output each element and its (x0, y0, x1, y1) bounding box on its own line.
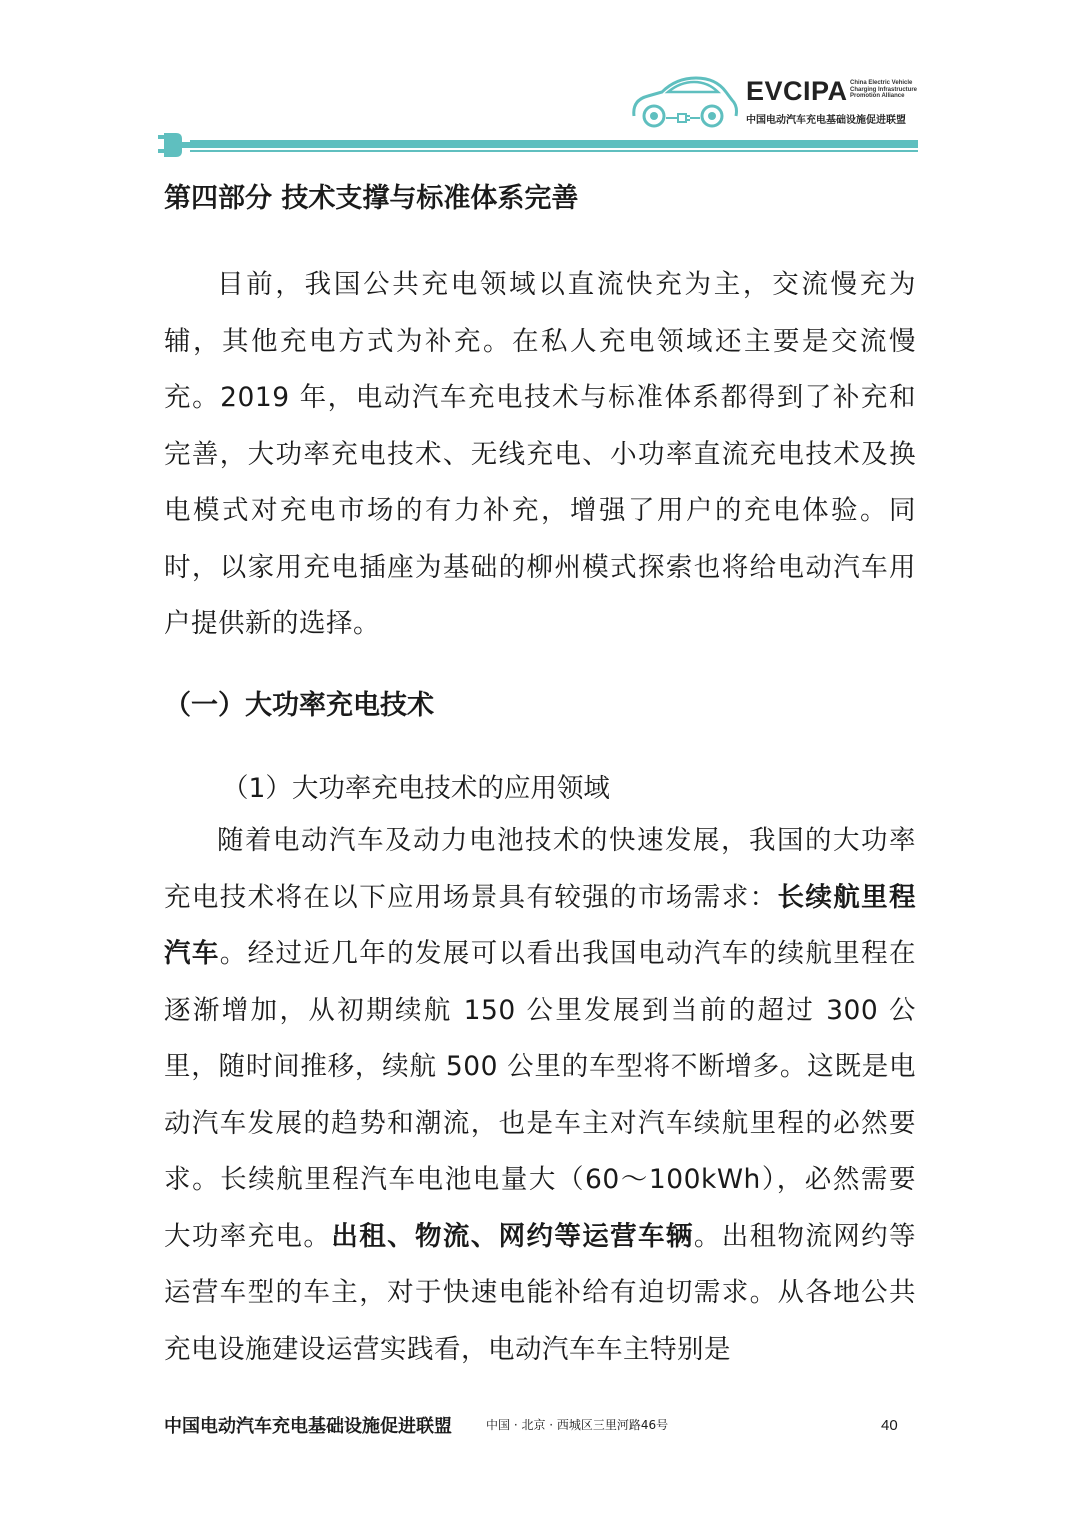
ev-car-logo-icon (628, 70, 740, 132)
logo-wordmark: EVCIPA (746, 76, 848, 106)
logo-chinese-name: 中国电动汽车充电基础设施促进联盟 (746, 115, 906, 126)
paragraph-text: 。出租物流网约等运营车型的车主，对于快速电能补给有迫切需求。从各地公共充电设施建设运营实践看，电动汽车车主特别是 (164, 1220, 917, 1365)
section-title: 第四部分 技术支撑与标准体系完善 (164, 183, 579, 214)
footer-organization: 中国电动汽车充电基础设施促进联盟 (164, 1416, 452, 1437)
paragraph-intro: 目前，我国公共充电领域以直流快充为主，交流慢充为辅，其他充电方式为补充。在私人充电领域还主要是交流慢充。2019 年，电动汽车充电技术与标准体系都得到了补充和完善，大功率充电技术、无线充电、小功率直流充电技术及换电模式对充电市场的有力补充，增强了用户的充电体验。同时，以家用充电插座为基础的柳州模式探索也将给电动汽车用户提供新的选择。 (164, 269, 916, 639)
subheading-high-power-charging: （一）大功率充电技术 (164, 690, 434, 721)
header-logo (628, 70, 928, 132)
paragraph-text: 。经过近几年的发展可以看出我国电动汽车的续航里程在逐渐增加，从初期续航 150 公里发展到当前的超过 300 公里，随时间推移，续航 500 公里的车型将不断增多。这既是电动汽车发展的趋势和潮流，也是车主对汽车续航里程的必然要求。长续航里程汽车电池电量大（60～100kWh），必然需要大功率充电。 (164, 938, 917, 1252)
footer-address: 中国 · 北京 · 西城区三里河路46号 (486, 1418, 669, 1432)
paragraph-application (164, 813, 916, 1378)
subheading-application-fields: （1）大功率充电技术的应用领域 (222, 773, 610, 804)
page-number: 40 (881, 1417, 898, 1434)
logo-english-name: China Electric Vehicle Charging Infrastructure Promotion Alliance (850, 80, 918, 99)
paragraph-bold-term: 出租、物流、网约等运营车辆 (331, 1220, 694, 1252)
header-plug-rule-icon (158, 133, 918, 157)
paragraph-text: 随着电动汽车及动力电池技术的快速发展，我国的大功率充电技术将在以下应用场景具有较强的市场需求： (164, 825, 916, 913)
paragraph-bold-term: 长续航里程汽车 (164, 881, 917, 969)
